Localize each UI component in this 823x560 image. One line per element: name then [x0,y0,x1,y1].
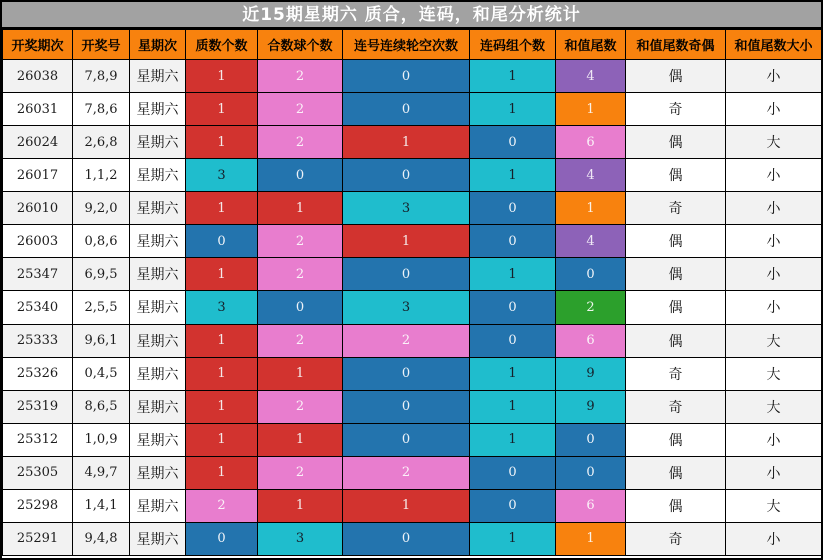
draw-number-cell: 8,6,5 [73,390,130,423]
prime-count-cell: 0 [186,522,258,555]
consecutive-skip-cell: 1 [343,489,470,522]
composite-count-cell: 1 [258,357,343,390]
sum-tail-cell: 4 [556,225,626,258]
column-header-consecutive-skip-count: 连号连续轮空次数 [343,30,470,60]
table-row [3,456,822,489]
prime-count-cell: 3 [186,159,258,192]
prime-count-cell: 0 [186,225,258,258]
draw-number-cell: 2,5,5 [73,291,130,324]
sum-tail-parity-cell: 偶 [626,456,726,489]
consecutive-skip-cell: 3 [343,291,470,324]
sum-tail-cell: 4 [556,159,626,192]
column-header-sum-tail: 和值尾数 [556,30,626,60]
composite-count-cell: 1 [258,192,343,225]
consecutive-group-cell: 1 [470,159,556,192]
sum-tail-parity-cell: 奇 [626,93,726,126]
sum-tail-cell: 6 [556,489,626,522]
draw-period-cell: 25347 [3,258,73,291]
weekday-cell: 星期六 [130,390,186,423]
composite-count-cell: 2 [258,225,343,258]
draw-period-cell: 25291 [3,522,73,555]
composite-count-cell: 2 [258,456,343,489]
consecutive-skip-cell: 0 [343,93,470,126]
consecutive-skip-cell: 1 [343,126,470,159]
consecutive-group-cell: 0 [470,324,556,357]
draw-period-cell: 25312 [3,423,73,456]
draw-number-cell: 1,4,1 [73,489,130,522]
sum-tail-size-cell: 小 [726,192,822,225]
column-header-composite-count: 合数球个数 [258,30,343,60]
weekday-cell: 星期六 [130,192,186,225]
weekday-cell: 星期六 [130,60,186,93]
consecutive-skip-cell: 0 [343,423,470,456]
column-header-sum-tail-parity: 和值尾数奇偶 [626,30,726,60]
weekday-cell: 星期六 [130,489,186,522]
consecutive-skip-cell: 1 [343,225,470,258]
sum-tail-size-cell: 小 [726,522,822,555]
sum-tail-parity-cell: 偶 [626,258,726,291]
sum-tail-parity-cell: 偶 [626,423,726,456]
table-row [3,423,822,456]
consecutive-group-cell: 1 [470,60,556,93]
consecutive-group-cell: 0 [470,291,556,324]
draw-period-cell: 26010 [3,192,73,225]
weekday-cell: 星期六 [130,225,186,258]
draw-period-cell: 25333 [3,324,73,357]
column-header-prime-count: 质数个数 [186,30,258,60]
weekday-cell: 星期六 [130,93,186,126]
column-header-weekday: 星期次 [130,30,186,60]
draw-number-cell: 4,9,7 [73,456,130,489]
table-title: 近15期星期六 质合，连码，和尾分析统计 [2,2,821,29]
prime-count-cell: 1 [186,324,258,357]
prime-count-cell: 1 [186,60,258,93]
weekday-cell: 星期六 [130,126,186,159]
draw-number-cell: 0,8,6 [73,225,130,258]
sum-tail-parity-cell: 偶 [626,489,726,522]
sum-tail-size-cell: 小 [726,93,822,126]
sum-tail-size-cell: 大 [726,390,822,423]
sum-tail-size-cell: 小 [726,159,822,192]
weekday-cell: 星期六 [130,258,186,291]
composite-count-cell: 2 [258,60,343,93]
consecutive-skip-cell: 2 [343,324,470,357]
consecutive-skip-cell: 0 [343,357,470,390]
prime-count-cell: 2 [186,489,258,522]
sum-tail-cell: 2 [556,291,626,324]
composite-count-cell: 2 [258,324,343,357]
sum-tail-parity-cell: 偶 [626,225,726,258]
weekday-cell: 星期六 [130,357,186,390]
consecutive-skip-cell: 2 [343,456,470,489]
consecutive-group-cell: 1 [470,522,556,555]
sum-tail-size-cell: 小 [726,60,822,93]
sum-tail-cell: 9 [556,357,626,390]
composite-count-cell: 1 [258,423,343,456]
consecutive-group-cell: 0 [470,456,556,489]
draw-number-cell: 9,2,0 [73,192,130,225]
draw-period-cell: 26017 [3,159,73,192]
sum-tail-cell: 0 [556,456,626,489]
draw-period-cell: 26031 [3,93,73,126]
composite-count-cell: 2 [258,126,343,159]
header-row [3,30,822,60]
table-row [3,489,822,522]
table-row [3,93,822,126]
sum-tail-size-cell: 大 [726,126,822,159]
column-header-sum-tail-size: 和值尾数大小 [726,30,822,60]
draw-period-cell: 25326 [3,357,73,390]
consecutive-skip-cell: 3 [343,192,470,225]
weekday-cell: 星期六 [130,324,186,357]
consecutive-group-cell: 1 [470,258,556,291]
sum-tail-parity-cell: 奇 [626,390,726,423]
sum-tail-size-cell: 大 [726,489,822,522]
table-row [3,324,822,357]
sum-tail-size-cell: 小 [726,258,822,291]
sum-tail-parity-cell: 奇 [626,357,726,390]
prime-count-cell: 1 [186,390,258,423]
draw-period-cell: 25319 [3,390,73,423]
draw-number-cell: 7,8,9 [73,60,130,93]
table-row [3,390,822,423]
sum-tail-size-cell: 小 [726,291,822,324]
draw-period-cell: 25340 [3,291,73,324]
table-row [3,291,822,324]
sum-tail-cell: 9 [556,390,626,423]
sum-tail-cell: 6 [556,324,626,357]
consecutive-skip-cell: 0 [343,60,470,93]
column-header-draw-number: 开奖号 [73,30,130,60]
prime-count-cell: 1 [186,93,258,126]
table-row [3,357,822,390]
sum-tail-parity-cell: 偶 [626,60,726,93]
draw-number-cell: 7,8,6 [73,93,130,126]
draw-period-cell: 25305 [3,456,73,489]
sum-tail-cell: 1 [556,93,626,126]
prime-count-cell: 1 [186,357,258,390]
consecutive-skip-cell: 0 [343,159,470,192]
table-row [3,192,822,225]
sum-tail-size-cell: 大 [726,324,822,357]
consecutive-group-cell: 0 [470,225,556,258]
sum-tail-cell: 6 [556,126,626,159]
sum-tail-cell: 4 [556,60,626,93]
consecutive-group-cell: 1 [470,357,556,390]
sum-tail-cell: 0 [556,258,626,291]
weekday-cell: 星期六 [130,456,186,489]
prime-count-cell: 1 [186,126,258,159]
composite-count-cell: 0 [258,159,343,192]
composite-count-cell: 1 [258,489,343,522]
table-row [3,225,822,258]
draw-number-cell: 0,4,5 [73,357,130,390]
weekday-cell: 星期六 [130,522,186,555]
sum-tail-cell: 0 [556,423,626,456]
prime-count-cell: 1 [186,192,258,225]
sum-tail-size-cell: 小 [726,456,822,489]
table-row [3,522,822,555]
sum-tail-cell: 1 [556,522,626,555]
column-header-consecutive-group-count: 连码组个数 [470,30,556,60]
draw-number-cell: 9,6,1 [73,324,130,357]
consecutive-group-cell: 1 [470,93,556,126]
composite-count-cell: 2 [258,258,343,291]
sum-tail-parity-cell: 奇 [626,192,726,225]
sum-tail-parity-cell: 偶 [626,291,726,324]
weekday-cell: 星期六 [130,291,186,324]
weekday-cell: 星期六 [130,423,186,456]
sum-tail-size-cell: 小 [726,225,822,258]
sum-tail-parity-cell: 偶 [626,126,726,159]
sum-tail-parity-cell: 偶 [626,159,726,192]
prime-count-cell: 3 [186,291,258,324]
draw-number-cell: 6,9,5 [73,258,130,291]
draw-number-cell: 1,0,9 [73,423,130,456]
sum-tail-parity-cell: 偶 [626,324,726,357]
table-row [3,258,822,291]
consecutive-skip-cell: 0 [343,258,470,291]
table-row [3,60,822,93]
consecutive-group-cell: 1 [470,423,556,456]
sum-tail-size-cell: 大 [726,357,822,390]
sum-tail-parity-cell: 奇 [626,522,726,555]
consecutive-group-cell: 0 [470,126,556,159]
table-row [3,126,822,159]
sum-tail-cell: 1 [556,192,626,225]
draw-period-cell: 25298 [3,489,73,522]
draw-number-cell: 9,4,8 [73,522,130,555]
weekday-cell: 星期六 [130,159,186,192]
draw-period-cell: 26003 [3,225,73,258]
draw-period-cell: 26038 [3,60,73,93]
draw-number-cell: 1,1,2 [73,159,130,192]
column-header-draw-period: 开奖期次 [3,30,73,60]
consecutive-group-cell: 0 [470,192,556,225]
composite-count-cell: 2 [258,93,343,126]
draw-number-cell: 2,6,8 [73,126,130,159]
prime-count-cell: 1 [186,423,258,456]
prime-count-cell: 1 [186,258,258,291]
table-row [3,159,822,192]
composite-count-cell: 0 [258,291,343,324]
consecutive-group-cell: 0 [470,489,556,522]
stats-table [2,29,822,556]
prime-count-cell: 1 [186,456,258,489]
draw-period-cell: 26024 [3,126,73,159]
composite-count-cell: 2 [258,390,343,423]
sum-tail-size-cell: 小 [726,423,822,456]
consecutive-group-cell: 1 [470,390,556,423]
consecutive-skip-cell: 0 [343,390,470,423]
composite-count-cell: 3 [258,522,343,555]
consecutive-skip-cell: 0 [343,522,470,555]
